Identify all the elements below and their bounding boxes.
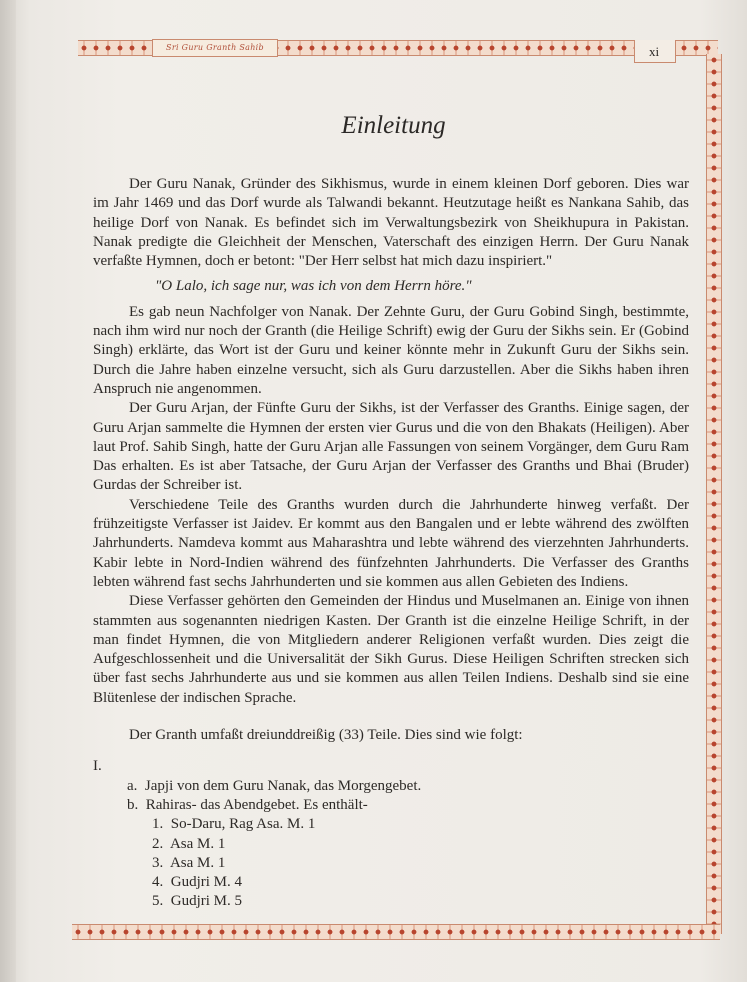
list-item — [127, 778, 421, 795]
paragraph: Der Guru Arjan, der Fünfte Guru der Sikhs, ist der Verfasser des Granths. Einige sagen, der Guru Arjan sammelte die Hymnen der ersten vier Gurus und die von den Bhakats (Heiligen). Aber laut Prof. Sahib Singh, hatte der Guru Arjan alle Fassungen von seinem Vorgänger, dem Guru Ram Das erhalten. Es ist aber Tatsache, der Guru Arjan der Verfasser des Granths und Bhai (Bruder) Gurdas der Schreiber ist. — [93, 400, 689, 494]
page-gutter — [0, 0, 16, 982]
list-text: So-Daru, Rag Asa. M. 1 — [170, 816, 316, 832]
list-text: Asa M. 1 — [169, 836, 226, 852]
list-marker: 2. — [152, 836, 164, 852]
quotation: "O Lalo, ich sage nur, was ich von dem Herrn höre." — [155, 278, 472, 295]
paragraph: Es gab neun Nachfolger von Nanak. Der Zehnte Guru, der Guru Gobind Singh, bestimmte, nach ihm wird nur noch der Granth (die Heilige Schrift) ewig der Guru der Sikhs sein. Er (Gobind Singh) erklärte, das Wort ist der Guru und keiner könnte mehr in Zukunft Guru der Sikhs sein. Durch die Jahre haben einzelne versucht, sich als Guru darzustellen. Aber die Sikhs haben ihren Anspruch nie angenommen. — [93, 303, 689, 397]
list-text: Japji von dem Guru Nanak, das Morgengebet. — [144, 778, 422, 794]
sub-list-item — [152, 836, 225, 853]
list-marker: 1. — [152, 816, 164, 832]
section-numeral: I. — [93, 758, 102, 774]
ornamental-border-right — [706, 54, 722, 934]
running-header-title: Sri Guru Granth Sahib — [152, 39, 278, 57]
list-marker: 3. — [152, 855, 164, 871]
list-marker: 4. — [152, 874, 164, 890]
list-text: Gudjri M. 4 — [170, 874, 242, 890]
list-item — [127, 797, 368, 814]
ornamental-border-bottom — [72, 924, 720, 940]
list-text: Gudjri M. 5 — [170, 893, 242, 909]
body-text — [93, 175, 689, 745]
sub-list-item — [152, 893, 242, 910]
list-marker: 5. — [152, 893, 164, 909]
list-intro: Der Granth umfaßt dreiunddreißig (33) Teile. Dies sind wie folgt: — [129, 727, 523, 744]
list-text: Asa M. 1 — [169, 855, 226, 871]
page-number: xi — [648, 44, 660, 59]
sub-list-item — [152, 874, 242, 891]
list-text: Rahiras- das Abendgebet. Es enthält- — [145, 797, 368, 813]
paragraph: Der Guru Nanak, Gründer des Sikhismus, wurde in einem kleinen Dorf geboren. Dies war im Jahr 1469 und das Dorf wurde als Talwandi bekannt. Heutzutage heißt es Nankana Sahib, das heilige Dorf von Nanak. Es befindet sich im Verwaltungsbezirk von Sheikhupura in Pakistan. Nanak predigte die Gleichheit der Menschen, Vaterschaft des einzigen Herrn. Der Guru Nanak verfaßte Hymnen, doch er betont: "Der Herr selbst hat mich dazu inspiriert." — [93, 176, 689, 270]
list-marker: a. — [127, 778, 138, 794]
paragraph: Diese Verfasser gehörten den Gemeinden der Hindus und Muselmanen an. Einige von ihnen stammten aus sogenannten niedrigen Kasten. Der Granth ist die einzelne Heilige Schrift, in der man findet Hymnen, die von Mitgliedern anderer Religionen verfaßt wurden. Dies zeigt die Aufgeschlossenheit und die Universalität der Sikh Gurus. Diese Heiligen Schriften strecken sich über fast sechs Jahrhunderte aus und sie kommen aus allen Teilen Indiens. Deshalb sind sie eine Blütenlese der indischen Sprache. — [93, 593, 689, 706]
sub-list-item — [152, 855, 225, 872]
paragraph: Verschiedene Teile des Granths wurden durch die Jahrhunderte hinweg verfaßt. Der frühzeitigste Verfasser ist Jaidev. Er kommt aus den Bangalen und er lebte während des zwölften Jahrhunderts. Namdeva kommt aus Maharashtra und lebte während des vierzehnten Jahrhunderts. Kabir lebte in Nord-Indien während des fünfzehnten Jahrhunderts. Die Verfasser des Granths lebten während fast sechs Jahrhunderten und sie kommen aus allen Gebieten des Indiens. — [93, 496, 689, 590]
sub-list-item — [152, 816, 315, 833]
list-marker: b. — [127, 797, 139, 813]
chapter-title: Einleitung — [341, 112, 446, 139]
